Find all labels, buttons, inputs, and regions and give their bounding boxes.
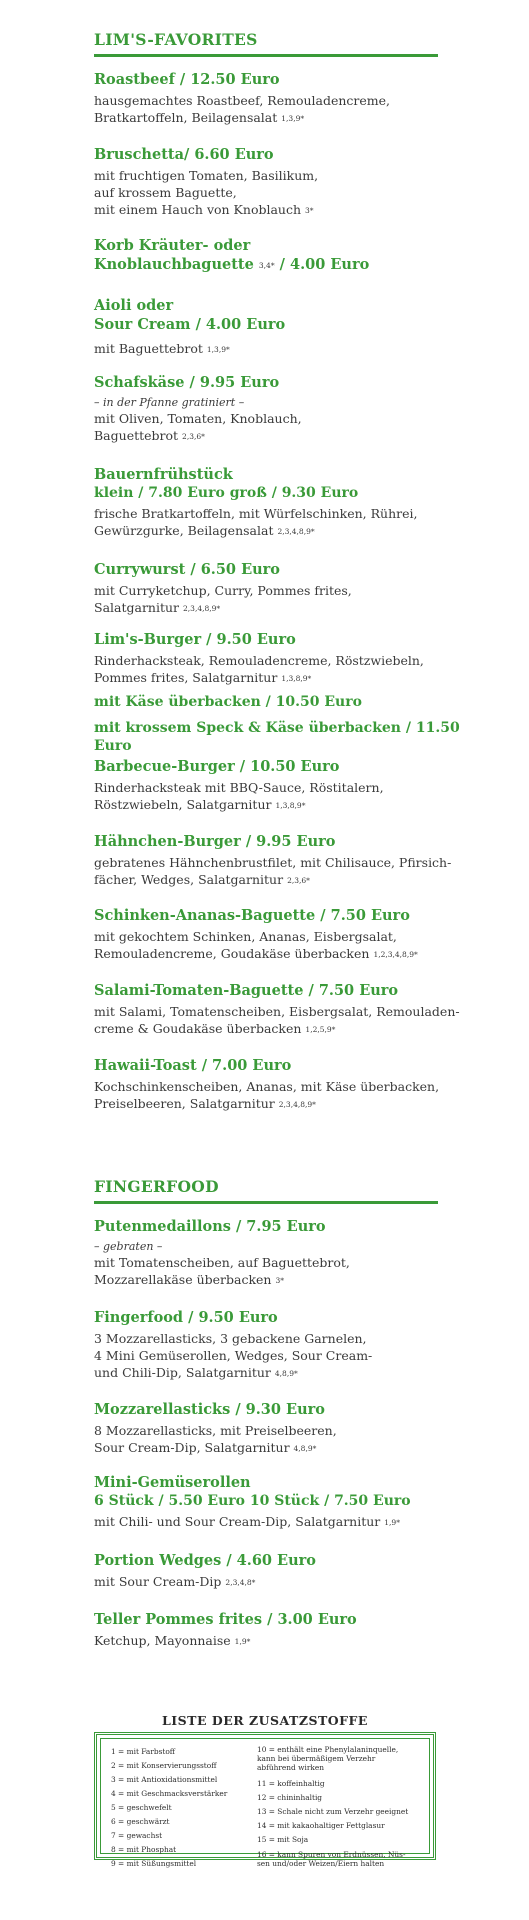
item-description: mit Chili- und Sour Cream-Dip, Salatgarnitur 1,9* xyxy=(94,1514,400,1529)
item-title: Hähnchen-Burger / 9.95 Euro xyxy=(94,833,336,850)
item-description: mit gekochtem Schinken, Ananas, Eisbergsalat, Remouladencreme, Goudakäse überbacken 1,2,3,4,8,9* xyxy=(94,929,418,961)
item-price-options: 6 Stück / 5.50 Euro 10 Stück / 7.50 Euro xyxy=(94,1493,411,1509)
item-title: Bauernfrühstück xyxy=(94,466,233,483)
item-description: mit Salami, Tomatenscheiben, Eisbergsalat, Remouladen- creme & Goudakäse überbacken 1,2,5,9* xyxy=(94,1004,460,1036)
legend-box xyxy=(94,1732,436,1868)
legend-entry: 1 = mit Farbstoff xyxy=(111,1747,176,1756)
menu-item-putenmedaillons xyxy=(94,1217,494,1289)
item-description: gebratenes Hähnchenbrustfilet, mit Chilisauce, Pfirsich- fächer, Wedges, Salatgarnitur 2,3,6* xyxy=(94,855,452,887)
legend-entry: 14 = mit kakaohaltiger Fettglasur xyxy=(257,1821,385,1830)
legend-entry: 5 = geschwefelt xyxy=(111,1803,172,1812)
legend-entry: 4 = mit Geschmacksverstärker xyxy=(111,1789,228,1798)
legend-column-left xyxy=(111,1745,251,1871)
item-description: Ketchup, Mayonnaise 1,9* xyxy=(94,1633,251,1648)
item-description: frische Bratkartoffeln, mit Würfelschinken, Rührei, Gewürzgurke, Beilagensalat 2,3,4,8,9* xyxy=(94,506,418,538)
legend-entry: 9 = mit Süßungsmittel xyxy=(111,1859,197,1868)
menu-item-schinken-ananas-baguette xyxy=(94,906,494,963)
item-description: 3 Mozzarellasticks, 3 gebackene Garnelen, 4 Mini Gemüserollen, Wedges, Sour Cream- und Chili-Dip, Salatgarnitur 4,8,9* xyxy=(94,1331,373,1380)
menu-item-schafskaese xyxy=(94,373,494,445)
legend-entry: 8 = mit Phosphat xyxy=(111,1845,177,1854)
legend-title: LISTE DER ZUSATZSTOFFE xyxy=(162,1713,368,1728)
item-description: Rinderhacksteak, Remouladencreme, Röstzwiebeln, Pommes frites, Salatgarnitur 1,3,8,9* xyxy=(94,653,424,685)
item-title: Roastbeef / 12.50 Euro xyxy=(94,71,280,88)
item-price-options: klein / 7.80 Euro groß / 9.30 Euro xyxy=(94,485,359,501)
item-title: Schafskäse / 9.95 Euro xyxy=(94,374,280,391)
legend-entry: 12 = chininhaltig xyxy=(257,1793,323,1802)
menu-item-roastbeef xyxy=(94,70,494,127)
item-title: Barbecue-Burger / 10.50 Euro xyxy=(94,758,340,775)
item-description: mit Sour Cream-Dip 2,3,4,8* xyxy=(94,1574,256,1589)
item-title: Teller Pommes frites / 3.00 Euro xyxy=(94,1611,357,1628)
legend-column-right xyxy=(257,1745,425,1868)
item-description: Rinderhacksteak mit BBQ-Sauce, Röstitalern, Röstzwiebeln, Salatgarnitur 1,3,8,9* xyxy=(94,780,384,812)
menu-item-baguette-korb xyxy=(94,236,494,275)
item-description: mit fruchtigen Tomaten, Basilikum, auf krossem Baguette, mit einem Hauch von Knoblauch 3* xyxy=(94,168,319,217)
legend-entry: 11 = koffeinhaltig xyxy=(257,1779,325,1788)
item-title: Currywurst / 6.50 Euro xyxy=(94,561,280,578)
legend-entry: 7 = gewachst xyxy=(111,1831,163,1840)
section-fingerfood xyxy=(94,1177,436,1204)
section-title: LIM'S-FAVORITES xyxy=(94,30,258,49)
menu-item-barbecue-burger xyxy=(94,757,494,814)
legend-entry: 2 = mit Konservierungsstoff xyxy=(111,1761,217,1770)
menu-item-portion-wedges xyxy=(94,1551,494,1591)
item-description: hausgemachtes Roastbeef, Remouladencreme, Bratkartoffeln, Beilagensalat 1,3,9* xyxy=(94,93,391,125)
menu-item-hawaii-toast xyxy=(94,1056,494,1113)
item-note: – in der Pfanne gratiniert – xyxy=(94,396,245,409)
legend-entry: 16 = kann Spuren von Erdnüssen, Nüs- sen und/oder Weizen/Eiern halten xyxy=(257,1850,406,1868)
item-title: Korb Kräuter- oder Knoblauchbaguette 3,4* / 4.00 Euro xyxy=(94,237,370,273)
section-divider xyxy=(94,1201,438,1204)
legend-entry: 10 = enthält eine Phenylalaninquelle, kann bei übermäßigem Verzehr abführend wirken xyxy=(257,1745,399,1772)
menu-item-aioli xyxy=(94,296,494,358)
item-title: Aioli oder Sour Cream / 4.00 Euro xyxy=(94,297,286,333)
item-extra-option: mit Käse überbacken / 10.50 Euro xyxy=(94,694,362,710)
item-title: Lim's-Burger / 9.50 Euro xyxy=(94,631,296,648)
item-title: Portion Wedges / 4.60 Euro xyxy=(94,1552,316,1569)
item-title: Mozzarellasticks / 9.30 Euro xyxy=(94,1401,325,1418)
section-favorites xyxy=(94,30,436,57)
menu-item-pommes-frites xyxy=(94,1610,494,1650)
section-divider xyxy=(94,54,438,57)
item-description: mit Curryketchup, Curry, Pommes frites, Salatgarnitur 2,3,4,8,9* xyxy=(94,583,352,615)
legend-entry: 6 = geschwärzt xyxy=(111,1817,170,1826)
item-note: – gebraten – xyxy=(94,1240,163,1253)
item-description: 8 Mozzarellasticks, mit Preiselbeeren, Sour Cream-Dip, Salatgarnitur 4,8,9* xyxy=(94,1423,337,1455)
menu-item-mozzarellasticks xyxy=(94,1400,494,1457)
item-title: Schinken-Ananas-Baguette / 7.50 Euro xyxy=(94,907,410,924)
item-extra-option: mit krossem Speck & Käse überbacken / 11.50 Euro xyxy=(94,720,460,754)
menu-item-lims-burger xyxy=(94,630,494,755)
legend-entry: 13 = Schale nicht zum Verzehr geeignet xyxy=(257,1807,409,1816)
legend-entry: 15 = mit Soja xyxy=(257,1835,309,1844)
item-title: Putenmedaillons / 7.95 Euro xyxy=(94,1218,326,1235)
item-description: mit Tomatenscheiben, auf Baguettebrot, Mozzarellakäse überbacken 3* xyxy=(94,1255,350,1287)
item-title: Fingerfood / 9.50 Euro xyxy=(94,1309,278,1326)
item-title: Mini-Gemüserollen xyxy=(94,1474,251,1491)
menu-item-mini-gemueserollen xyxy=(94,1473,494,1531)
menu-item-salami-tomaten-baguette xyxy=(94,981,494,1038)
item-description: mit Baguettebrot 1,3,9* xyxy=(94,341,230,356)
menu-item-currywurst xyxy=(94,560,494,617)
item-description: mit Oliven, Tomaten, Knoblauch, Baguettebrot 2,3,6* xyxy=(94,411,302,443)
item-title: Salami-Tomaten-Baguette / 7.50 Euro xyxy=(94,982,399,999)
item-description: Kochschinkenscheiben, Ananas, mit Käse überbacken, Preiselbeeren, Salatgarnitur 2,3,4,8,9* xyxy=(94,1079,440,1111)
item-title: Bruschetta/ 6.60 Euro xyxy=(94,146,274,163)
legend-entry: 3 = mit Antioxidationsmittel xyxy=(111,1775,218,1784)
menu-item-bauernfruehstueck xyxy=(94,465,494,540)
menu-item-fingerfood xyxy=(94,1308,494,1382)
section-title: FINGERFOOD xyxy=(94,1177,219,1196)
item-title: Hawaii-Toast / 7.00 Euro xyxy=(94,1057,292,1074)
menu-item-bruschetta xyxy=(94,145,494,219)
menu-item-haehnchen-burger xyxy=(94,832,494,889)
